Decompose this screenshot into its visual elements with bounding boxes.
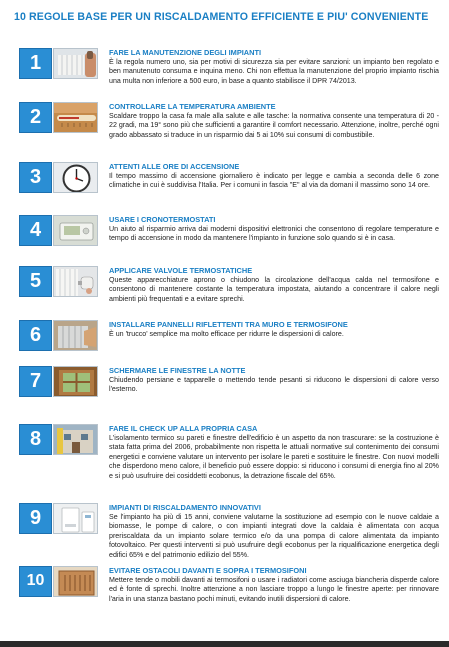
rule-heading: FARE IL CHECK UP ALLA PROPRIA CASA [109, 424, 258, 433]
rule-text: È un 'trucco' semplice ma molto efficace per ridurre le dispersioni di calore. [109, 330, 344, 338]
rule-number: 2 [19, 102, 52, 133]
rule-heading: CONTROLLARE LA TEMPERATURA AMBIENTE [109, 102, 276, 111]
rule-heading: SCHERMARE LE FINESTRE LA NOTTE [109, 366, 246, 375]
rule-number: 6 [19, 320, 52, 351]
house-insulation-photo [53, 424, 98, 455]
rule-text: Chiudendo persiane e tapparelle o mettendo tende pesanti si riducono le dispersioni di calore verso l'esterno. [109, 376, 439, 394]
rule-heading: IMPIANTI DI RISCALDAMENTO INNOVATIVI [109, 503, 261, 512]
page-title: 10 REGOLE BASE PER UN RISCALDAMENTO EFFICIENTE E PIU' CONVENIENTE [14, 11, 429, 23]
rule-number: 1 [19, 48, 52, 79]
rule-text: Scaldare troppo la casa fa male alla salute e alle tasche: la normativa consente una temperatura di 20 - 22 gradi, ma 19° sono più che sufficienti a garantire il comfort necessario. Attenzione, inoltre, perché ogni grado abbassato si traduce in un risparmio dai 5 ai 10% sui consumi di combustibile. [109, 112, 439, 139]
rule-heading: FARE LA MANUTENZIONE DEGLI IMPIANTI [109, 48, 262, 57]
rule-number: 9 [19, 503, 52, 534]
rule-heading: INSTALLARE PANNELLI RIFLETTENTI TRA MURO E TERMOSIFONE [109, 320, 348, 329]
radiator-cover-photo [53, 566, 98, 597]
rule-text: Un aiuto al risparmio arriva dai moderni dispositivi elettronici che consentono di regolare temperature e tempo di accensione in modo da mantenere l'impianto in funzione solo quando si è in casa. [109, 225, 439, 243]
rule-number: 7 [19, 366, 52, 397]
reflective-panel-photo [53, 320, 98, 351]
rule-number: 8 [19, 424, 52, 455]
rule-number: 10 [19, 566, 52, 597]
rule-heading: USARE I CRONOTERMOSTATI [109, 215, 216, 224]
bottom-bar [0, 641, 449, 647]
window-photo [53, 366, 98, 397]
rule-text: Se l'impianto ha più di 15 anni, conviene valutarne la sostituzione ad esempio con le nuove caldaie a biomasse, le pompe di calore, o con impianti integrati dove la caldaia è alimentata con acqua preriscaldata da un impianto solare termico e/o da una pompa di calore alimentata da impianto fotovoltaico. Per questi interventi si può usufruire degli ecobonus per la riqualificazione energetica degli edifici 65% e del patrimonio edilizio del 55%. [109, 513, 439, 559]
rule-text: È la regola numero uno, sia per motivi di sicurezza sia per evitare sanzioni: un impianto ben regolato e ben manutenuto consuma e inquina meno. Chi non effettua la manutenzione del proprio impianto rischia una multa non inferiore a 500 euro, in base a quanto stabilisce il DPR 74/2013. [109, 58, 439, 85]
clock-photo [53, 162, 98, 193]
rule-heading: EVITARE OSTACOLI DAVANTI E SOPRA I TERMOSIFONI [109, 566, 307, 575]
boiler-photo [53, 503, 98, 534]
radiator-maintenance-photo [53, 48, 98, 79]
thermostat-photo [53, 215, 98, 246]
rule-text: Mettere tende o mobili davanti ai termosifoni o usare i radiatori come asciuga biancheria disperde calore ed è fonte di sprechi. Inoltre attenzione a non lasciare troppo a lungo le finestre aperte: per rinnovare l'aria in una stanza bastano pochi minuti, evitando inutili dispersioni di calore. [109, 576, 439, 603]
rule-text: Il tempo massimo di accensione giornaliero è indicato per legge e cambia a seconda delle 6 zone climatiche in cui è suddivisa l'Italia. Per i comuni in fascia "E" al via da domani il massimo sono 14 ore. [109, 172, 439, 190]
rule-number: 4 [19, 215, 52, 246]
rule-number: 5 [19, 266, 52, 297]
rule-text: L'isolamento termico su pareti e finestre dell'edificio è un aspetto da non trascurare: se la costruzione è stata fatta prima del 2006, probabilmente non rispetta le attuali normative sul contenimento dei consumi energetici e conviene valutare un intervento per isolare le pareti e sostituire le finestre. Con nuovi modelli che disperdono meno calore, il beneficio può essere doppio: si riducono i consumi di energia fino al 20% e si può usufruire dei cosiddetti ecobonus, la detrazione fiscale del 65%. [109, 434, 439, 480]
rule-heading: APPLICARE VALVOLE TERMOSTATICHE [109, 266, 253, 275]
thermometer-photo [53, 102, 98, 133]
rule-number: 3 [19, 162, 52, 193]
thermostatic-valve-photo [53, 266, 98, 297]
rule-heading: ATTENTI ALLE ORE DI ACCENSIONE [109, 162, 240, 171]
rule-text: Queste apparecchiature aprono o chiudono la circolazione dell'acqua calda nel termosifone e consentono di mantenere costante la temperatura impostata, aiutando a concentrare il calore negli ambienti più frequentati e a evitare sprechi. [109, 276, 439, 303]
